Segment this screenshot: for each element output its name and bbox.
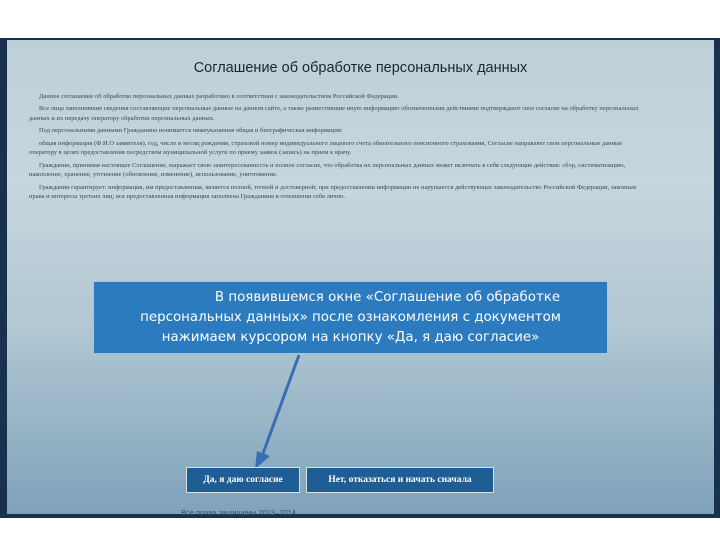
agreement-paragraph: Под персональными данными Гражданина понимается нижеуказанная общая и биографическая информация: <box>39 127 343 135</box>
instruction-callout <box>93 281 607 353</box>
instruction-text: В появившемся окне «Соглашение об обработке персональных данных» после ознакомления с документом нажимаем курсором на кнопку «Да, я даю согласие» <box>140 290 561 345</box>
decline-restart-button[interactable]: Нет, отказаться и начать сначала <box>306 467 494 493</box>
agreement-paragraph: Все лица заполнившие сведения составляющие персональные данные на данном сайте, а также разместившие иную информацию обозначенными действиями подтверждают свое согласие на обработку персональных данных и их передачу оператору обработки персональных данных. <box>29 105 639 122</box>
agreement-page <box>7 40 714 514</box>
agreement-paragraph: общая информация (Ф.И.О заявителя), год, число и месяц рождения, страховой номер индивидуального лицевого счета обязательного пенсионного страхования, Согласие направляет свои персональные данные оператору в целях предоставления посредством муниципальной услуги по приему заявок (запись) на прием к врачу. <box>29 139 623 157</box>
footer-copyright: Все права защищены 2013–2014 <box>181 508 296 517</box>
agree-button[interactable]: Да, я даю согласие <box>186 467 300 493</box>
agreement-paragraph: Данное соглашение об обработке персональных данных разработано в соответствии с законодательством Российской Федерации. <box>39 93 399 100</box>
page-title: Соглашение об обработке персональных данных <box>193 60 528 76</box>
agreement-paragraph: Гражданин, принимая настоящее Соглашение, выражает свою заинтересованность и полное согласие, что обработка их персональных данных может включать в себя следующие действия: сбор, систематизацию, накопление, хранение, уточнение (обновление, изменение), использование, уничтожение. <box>29 161 626 179</box>
agreement-text <box>29 92 647 205</box>
bottom-band <box>0 518 720 540</box>
agreement-paragraph: Гражданин гарантирует: информация, им предоставленная, является полной, точной и достоверной; при предоставлении информации не нарушается действующее законодательство Российской Федерации, законные права и интересы третьих лиц; вся предоставленная информация заполнена Гражданина в отношении себя лично. <box>29 183 637 201</box>
